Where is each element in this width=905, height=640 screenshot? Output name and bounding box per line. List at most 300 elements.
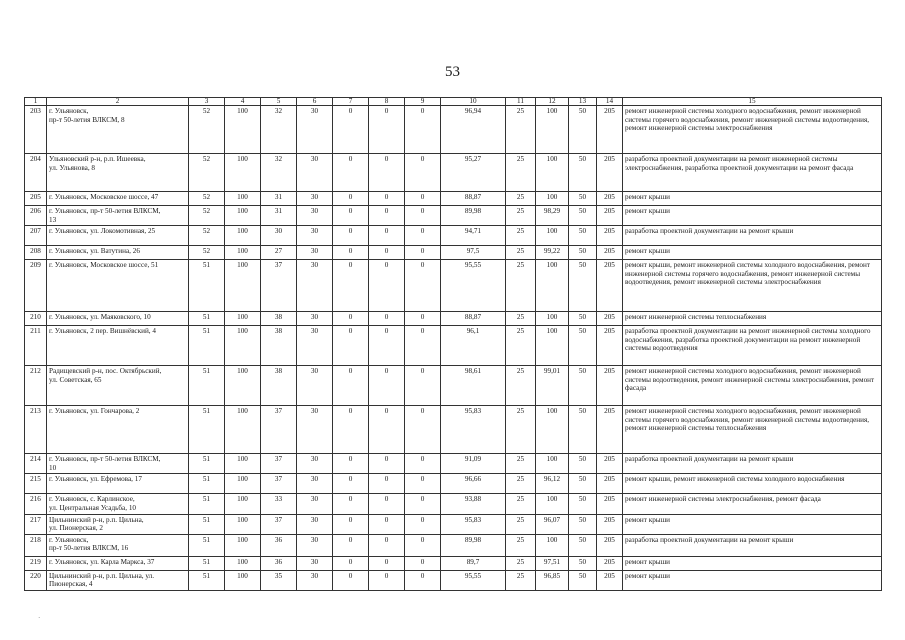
value-cell: 205 (597, 494, 623, 514)
value-cell: 0 (369, 494, 405, 514)
value-cell: 38 (261, 366, 297, 406)
col-header: 6 (297, 98, 333, 106)
row-number-cell: 217 (25, 514, 47, 534)
value-cell: 37 (261, 406, 297, 454)
address-cell: г. Ульяновск, ул. Карла Маркса, 37 (47, 556, 189, 570)
row-number-cell: 203 (25, 106, 47, 154)
value-cell: 52 (189, 246, 225, 260)
value-cell: 96,85 (536, 570, 569, 590)
row-number-cell: 216 (25, 494, 47, 514)
address-cell: Радищевский р-н, пос. Октябрьский, ул. Советская, 65 (47, 366, 189, 406)
value-cell: 100 (225, 154, 261, 192)
value-cell: 30 (297, 514, 333, 534)
value-cell: 37 (261, 260, 297, 312)
value-cell: 51 (189, 534, 225, 556)
address-cell: Ульяновский р-н, р.п. Ишеевка, ул. Ульянова, 8 (47, 154, 189, 192)
value-cell: 30 (261, 226, 297, 246)
address-cell: г. Ульяновск, пр-т 50-летия ВЛКСМ, 13 (47, 206, 189, 226)
value-cell: 100 (536, 494, 569, 514)
table-row (25, 534, 882, 556)
value-cell: 100 (225, 556, 261, 570)
value-cell: 50 (569, 556, 597, 570)
works-cell: ремонт инженерной системы холодного водоснабжения, ремонт инженерной системы горячего водоснабжения, ремонт инженерной системы водоотведения, ремонт инженерной системы электроснабжения (623, 106, 882, 154)
value-cell: 27 (261, 246, 297, 260)
value-cell: 0 (369, 260, 405, 312)
value-cell: 0 (369, 226, 405, 246)
header-row (25, 98, 882, 106)
value-cell: 95,27 (441, 154, 506, 192)
value-cell: 91,09 (441, 454, 506, 474)
value-cell: 51 (189, 570, 225, 590)
value-cell: 100 (225, 226, 261, 246)
value-cell: 30 (297, 154, 333, 192)
value-cell: 30 (297, 226, 333, 246)
value-cell: 25 (506, 570, 536, 590)
value-cell: 205 (597, 312, 623, 326)
value-cell: 51 (189, 454, 225, 474)
value-cell: 50 (569, 106, 597, 154)
value-cell: 0 (369, 534, 405, 556)
value-cell: 93,88 (441, 494, 506, 514)
value-cell: 95,55 (441, 260, 506, 312)
works-cell: ремонт крыши (623, 556, 882, 570)
value-cell: 100 (225, 534, 261, 556)
value-cell: 0 (333, 260, 369, 312)
row-number-cell: 220 (25, 570, 47, 590)
value-cell: 0 (405, 474, 441, 494)
value-cell: 100 (536, 106, 569, 154)
value-cell: 0 (405, 154, 441, 192)
value-cell: 52 (189, 106, 225, 154)
address-cell: г. Ульяновск, пр-т 50-летия ВЛКСМ, 8 (47, 106, 189, 154)
value-cell: 25 (506, 406, 536, 454)
table-row (25, 192, 882, 206)
value-cell: 30 (297, 260, 333, 312)
value-cell: 0 (405, 454, 441, 474)
value-cell: 0 (369, 570, 405, 590)
value-cell: 0 (405, 406, 441, 454)
value-cell: 0 (333, 474, 369, 494)
table-row (25, 260, 882, 312)
col-header: 7 (333, 98, 369, 106)
value-cell: 100 (225, 246, 261, 260)
value-cell: 50 (569, 154, 597, 192)
value-cell: 25 (506, 246, 536, 260)
address-cell: г. Ульяновск, ул. Ефремова, 17 (47, 474, 189, 494)
value-cell: 0 (333, 312, 369, 326)
value-cell: 51 (189, 366, 225, 406)
value-cell: 96,12 (536, 474, 569, 494)
value-cell: 25 (506, 154, 536, 192)
row-number-cell: 207 (25, 226, 47, 246)
value-cell: 0 (333, 494, 369, 514)
value-cell: 0 (333, 192, 369, 206)
value-cell: 38 (261, 312, 297, 326)
value-cell: 100 (225, 326, 261, 366)
value-cell: 50 (569, 454, 597, 474)
works-cell: ремонт инженерной системы холодного водоснабжения, ремонт инженерной системы водоотведения, ремонт инженерной системы электроснабжения, ремонт фасада (623, 366, 882, 406)
value-cell: 25 (506, 494, 536, 514)
value-cell: 0 (405, 326, 441, 366)
works-cell: ремонт крыши (623, 514, 882, 534)
value-cell: 37 (261, 454, 297, 474)
works-cell: разработка проектной документации на ремонт крыши (623, 226, 882, 246)
address-cell: г. Ульяновск, Московское шоссе, 47 (47, 192, 189, 206)
row-number-cell: 206 (25, 206, 47, 226)
value-cell: 97,51 (536, 556, 569, 570)
value-cell: 205 (597, 154, 623, 192)
value-cell: 0 (333, 206, 369, 226)
value-cell: 89,98 (441, 206, 506, 226)
table-row (25, 556, 882, 570)
value-cell: 94,71 (441, 226, 506, 246)
value-cell: 100 (536, 534, 569, 556)
value-cell: 100 (225, 260, 261, 312)
value-cell: 100 (225, 494, 261, 514)
table-row (25, 494, 882, 514)
value-cell: 31 (261, 192, 297, 206)
value-cell: 88,87 (441, 312, 506, 326)
value-cell: 0 (333, 454, 369, 474)
value-cell: 0 (369, 312, 405, 326)
value-cell: 0 (405, 534, 441, 556)
table-row (25, 226, 882, 246)
works-cell: разработка проектной документации на ремонт крыши (623, 454, 882, 474)
value-cell: 30 (297, 474, 333, 494)
value-cell: 25 (506, 312, 536, 326)
value-cell: 100 (225, 106, 261, 154)
value-cell: 0 (405, 246, 441, 260)
value-cell: 50 (569, 206, 597, 226)
value-cell: 25 (506, 534, 536, 556)
value-cell: 38 (261, 326, 297, 366)
value-cell: 30 (297, 556, 333, 570)
table-row (25, 514, 882, 534)
row-number-cell: 218 (25, 534, 47, 556)
value-cell: 0 (333, 226, 369, 246)
value-cell: 0 (333, 534, 369, 556)
value-cell: 25 (506, 326, 536, 366)
value-cell: 100 (225, 206, 261, 226)
value-cell: 0 (333, 106, 369, 154)
value-cell: 0 (405, 366, 441, 406)
row-number-cell: 208 (25, 246, 47, 260)
value-cell: 30 (297, 366, 333, 406)
value-cell: 0 (405, 192, 441, 206)
value-cell: 25 (506, 514, 536, 534)
value-cell: 50 (569, 260, 597, 312)
value-cell: 0 (405, 106, 441, 154)
value-cell: 0 (369, 474, 405, 494)
value-cell: 0 (369, 406, 405, 454)
value-cell: 33 (261, 494, 297, 514)
value-cell: 52 (189, 226, 225, 246)
value-cell: 25 (506, 192, 536, 206)
value-cell: 0 (405, 260, 441, 312)
value-cell: 0 (405, 514, 441, 534)
value-cell: 50 (569, 514, 597, 534)
row-number-cell: 219 (25, 556, 47, 570)
value-cell: 30 (297, 246, 333, 260)
row-number-cell: 212 (25, 366, 47, 406)
value-cell: 37 (261, 474, 297, 494)
table-row (25, 206, 882, 226)
value-cell: 100 (536, 406, 569, 454)
value-cell: 50 (569, 226, 597, 246)
table-row (25, 326, 882, 366)
col-header: 14 (597, 98, 623, 106)
value-cell: 96,94 (441, 106, 506, 154)
value-cell: 0 (333, 556, 369, 570)
value-cell: 50 (569, 494, 597, 514)
table-row (25, 366, 882, 406)
value-cell: 98,61 (441, 366, 506, 406)
value-cell: 100 (225, 454, 261, 474)
works-cell: ремонт инженерной системы электроснабжения, ремонт фасада (623, 494, 882, 514)
address-cell: Цильнинский р-н, р.п. Цильна, ул. Пионерская, 2 (47, 514, 189, 534)
col-header: 13 (569, 98, 597, 106)
value-cell: 50 (569, 406, 597, 454)
value-cell: 205 (597, 106, 623, 154)
value-cell: 51 (189, 494, 225, 514)
row-number-cell: 205 (25, 192, 47, 206)
value-cell: 0 (369, 206, 405, 226)
value-cell: 0 (369, 556, 405, 570)
value-cell: 0 (333, 514, 369, 534)
value-cell: 95,55 (441, 570, 506, 590)
col-header: 11 (506, 98, 536, 106)
value-cell: 205 (597, 206, 623, 226)
page-number: 53 (445, 64, 460, 80)
value-cell: 99,22 (536, 246, 569, 260)
address-cell: г. Ульяновск, Московское шоссе, 51 (47, 260, 189, 312)
value-cell: 95,83 (441, 514, 506, 534)
value-cell: 50 (569, 312, 597, 326)
value-cell: 32 (261, 154, 297, 192)
col-header: 9 (405, 98, 441, 106)
value-cell: 100 (536, 260, 569, 312)
value-cell: 30 (297, 534, 333, 556)
value-cell: 51 (189, 406, 225, 454)
works-cell: ремонт крыши, ремонт инженерной системы холодного водоснабжения (623, 474, 882, 494)
value-cell: 205 (597, 514, 623, 534)
value-cell: 96,1 (441, 326, 506, 366)
value-cell: 25 (506, 556, 536, 570)
value-cell: 51 (189, 312, 225, 326)
table-row (25, 454, 882, 474)
value-cell: 100 (225, 366, 261, 406)
value-cell: 0 (369, 326, 405, 366)
table-row (25, 406, 882, 454)
value-cell: 0 (333, 570, 369, 590)
value-cell: 30 (297, 326, 333, 366)
value-cell: 0 (405, 570, 441, 590)
works-cell: разработка проектной документации на ремонт инженерной системы холодного водоснабжения, разработка проектной документации на ремонт инженерной системы водоотведения (623, 326, 882, 366)
col-header: 5 (261, 98, 297, 106)
value-cell: 30 (297, 192, 333, 206)
table-row (25, 474, 882, 494)
value-cell: 52 (189, 206, 225, 226)
value-cell: 0 (333, 366, 369, 406)
works-cell: ремонт инженерной системы холодного водоснабжения, ремонт инженерной системы горячего водоснабжения, ремонт инженерной системы водоотведения, ремонт инженерной системы теплоснабжения (623, 406, 882, 454)
value-cell: 25 (506, 106, 536, 154)
value-cell: 37 (261, 514, 297, 534)
value-cell: 30 (297, 106, 333, 154)
value-cell: 98,29 (536, 206, 569, 226)
col-header: 1 (25, 98, 47, 106)
value-cell: 50 (569, 570, 597, 590)
value-cell: 0 (405, 206, 441, 226)
value-cell: 0 (405, 226, 441, 246)
value-cell: 0 (333, 406, 369, 454)
value-cell: 96,66 (441, 474, 506, 494)
value-cell: 0 (333, 326, 369, 366)
value-cell: 25 (506, 366, 536, 406)
value-cell: 97,5 (441, 246, 506, 260)
col-header: 2 (47, 98, 189, 106)
value-cell: 51 (189, 474, 225, 494)
value-cell: 100 (536, 154, 569, 192)
address-cell: г. Ульяновск, ул. Гончарова, 2 (47, 406, 189, 454)
row-number-cell: 211 (25, 326, 47, 366)
value-cell: 100 (225, 192, 261, 206)
table-row (25, 106, 882, 154)
value-cell: 0 (333, 246, 369, 260)
col-header: 4 (225, 98, 261, 106)
col-header: 3 (189, 98, 225, 106)
works-cell: ремонт крыши (623, 206, 882, 226)
table-row (25, 246, 882, 260)
value-cell: 205 (597, 246, 623, 260)
works-cell: разработка проектной документации на ремонт крыши (623, 534, 882, 556)
value-cell: 100 (536, 226, 569, 246)
value-cell: 205 (597, 454, 623, 474)
value-cell: 100 (225, 570, 261, 590)
value-cell: 88,87 (441, 192, 506, 206)
col-header: 15 (623, 98, 882, 106)
table-row (25, 312, 882, 326)
value-cell: 25 (506, 454, 536, 474)
col-header: 8 (369, 98, 405, 106)
value-cell: 30 (297, 206, 333, 226)
value-cell: 50 (569, 474, 597, 494)
value-cell: 0 (405, 494, 441, 514)
value-cell: 0 (405, 312, 441, 326)
value-cell: 100 (536, 312, 569, 326)
value-cell: 89,7 (441, 556, 506, 570)
address-cell: г. Ульяновск, пр-т 50-летия ВЛКСМ, 10 (47, 454, 189, 474)
row-number-cell: 210 (25, 312, 47, 326)
value-cell: 25 (506, 474, 536, 494)
value-cell: 30 (297, 494, 333, 514)
works-cell: ремонт инженерной системы теплоснабжения (623, 312, 882, 326)
value-cell: 51 (189, 260, 225, 312)
value-cell: 96,07 (536, 514, 569, 534)
col-header: 10 (441, 98, 506, 106)
col-header: 12 (536, 98, 569, 106)
row-number-cell: 213 (25, 406, 47, 454)
row-number-cell: 204 (25, 154, 47, 192)
address-cell: г. Ульяновск, ул. Ватутина, 26 (47, 246, 189, 260)
value-cell: 0 (369, 366, 405, 406)
value-cell: 89,98 (441, 534, 506, 556)
value-cell: 51 (189, 326, 225, 366)
value-cell: 100 (225, 514, 261, 534)
address-cell: г. Ульяновск, с. Карлинское, ул. Центральная Усадьба, 10 (47, 494, 189, 514)
value-cell: 100 (225, 312, 261, 326)
value-cell: 36 (261, 534, 297, 556)
address-cell: г. Ульяновск, ул. Маяковского, 10 (47, 312, 189, 326)
value-cell: 30 (297, 454, 333, 474)
value-cell: 25 (506, 226, 536, 246)
row-number-cell: 215 (25, 474, 47, 494)
value-cell: 0 (369, 154, 405, 192)
value-cell: 25 (506, 260, 536, 312)
value-cell: 0 (369, 454, 405, 474)
works-cell: ремонт крыши, ремонт инженерной системы холодного водоснабжения, ремонт инженерной системы горячего водоснабжения, ремонт инженерной системы водоотведения, ремонт инженерной системы электроснабжения (623, 260, 882, 312)
value-cell: 36 (261, 556, 297, 570)
table-row (25, 570, 882, 590)
works-cell: ремонт крыши (623, 192, 882, 206)
value-cell: 205 (597, 226, 623, 246)
value-cell: 25 (506, 206, 536, 226)
value-cell: 50 (569, 326, 597, 366)
value-cell: 205 (597, 474, 623, 494)
value-cell: 30 (297, 312, 333, 326)
value-cell: 205 (597, 556, 623, 570)
address-cell: Цильнинский р-н, р.п. Цильна, ул. Пионерская, 4 (47, 570, 189, 590)
works-cell: ремонт крыши (623, 570, 882, 590)
value-cell: 0 (369, 246, 405, 260)
works-cell: разработка проектной документации на ремонт инженерной системы электроснабжения, разработка проектной документации на ремонт фасада (623, 154, 882, 192)
value-cell: 52 (189, 192, 225, 206)
value-cell: 0 (369, 192, 405, 206)
value-cell: 205 (597, 326, 623, 366)
value-cell: 0 (369, 106, 405, 154)
address-cell: г. Ульяновск, 2 пер. Вишнёвский, 4 (47, 326, 189, 366)
value-cell: 51 (189, 556, 225, 570)
value-cell: 205 (597, 260, 623, 312)
value-cell: 205 (597, 192, 623, 206)
value-cell: 205 (597, 570, 623, 590)
value-cell: 100 (225, 474, 261, 494)
works-table (24, 97, 882, 591)
row-number-cell: 214 (25, 454, 47, 474)
value-cell: 51 (189, 514, 225, 534)
value-cell: 52 (189, 154, 225, 192)
value-cell: 0 (369, 514, 405, 534)
value-cell: 30 (297, 406, 333, 454)
value-cell: 205 (597, 534, 623, 556)
row-number-cell: 209 (25, 260, 47, 312)
value-cell: 100 (225, 406, 261, 454)
address-cell: г. Ульяновск, ул. Локомотивная, 25 (47, 226, 189, 246)
table-row (25, 154, 882, 192)
scan-mark: · (38, 614, 41, 622)
value-cell: 100 (536, 454, 569, 474)
value-cell: 99,01 (536, 366, 569, 406)
value-cell: 35 (261, 570, 297, 590)
value-cell: 0 (333, 154, 369, 192)
value-cell: 100 (536, 326, 569, 366)
value-cell: 100 (536, 192, 569, 206)
value-cell: 50 (569, 366, 597, 406)
address-cell: г. Ульяновск, пр-т 50-летия ВЛКСМ, 16 (47, 534, 189, 556)
value-cell: 0 (405, 556, 441, 570)
value-cell: 205 (597, 366, 623, 406)
value-cell: 95,83 (441, 406, 506, 454)
value-cell: 50 (569, 192, 597, 206)
